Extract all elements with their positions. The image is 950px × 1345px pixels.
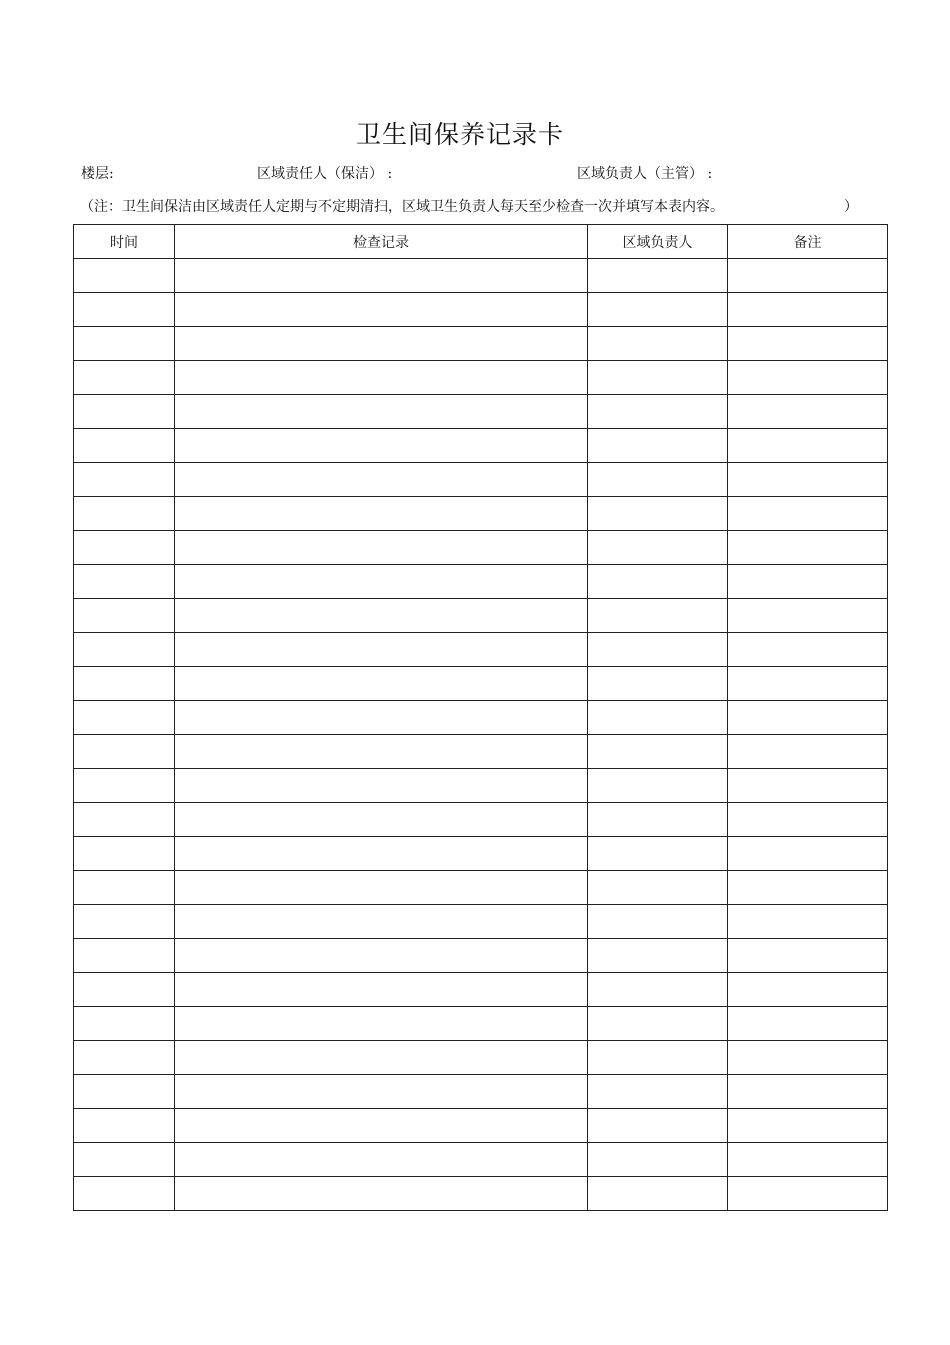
table-row (74, 905, 888, 939)
record-cell[interactable] (175, 871, 588, 905)
supervisor-cell[interactable] (588, 463, 728, 497)
table-row (74, 1143, 888, 1177)
time-cell[interactable] (74, 701, 175, 735)
record-cell[interactable] (175, 1007, 588, 1041)
time-cell[interactable] (74, 327, 175, 361)
time-cell[interactable] (74, 939, 175, 973)
supervisor-cell[interactable] (588, 565, 728, 599)
supervisor-cell[interactable] (588, 735, 728, 769)
record-cell[interactable] (175, 769, 588, 803)
record-cell[interactable] (175, 497, 588, 531)
time-cell[interactable] (74, 803, 175, 837)
table-row (74, 497, 888, 531)
remarks-cell[interactable] (728, 497, 888, 531)
remarks-cell[interactable] (728, 939, 888, 973)
table-row (74, 361, 888, 395)
table-row (74, 803, 888, 837)
time-cell[interactable] (74, 1041, 175, 1075)
record-cell[interactable] (175, 701, 588, 735)
supervisor-cell[interactable] (588, 633, 728, 667)
table-row (74, 939, 888, 973)
remarks-cell[interactable] (728, 1109, 888, 1143)
table-row (74, 293, 888, 327)
remarks-cell[interactable] (728, 1075, 888, 1109)
supervisor-cell[interactable] (588, 1177, 728, 1211)
remarks-cell[interactable] (728, 463, 888, 497)
record-cell[interactable] (175, 565, 588, 599)
supervisor-cell[interactable] (588, 395, 728, 429)
supervisor-cell[interactable] (588, 327, 728, 361)
time-cell[interactable] (74, 1007, 175, 1041)
table-row (74, 599, 888, 633)
supervisor-cell[interactable] (588, 701, 728, 735)
table-row (74, 327, 888, 361)
time-cell[interactable] (74, 463, 175, 497)
remarks-cell[interactable] (728, 1007, 888, 1041)
time-cell[interactable] (74, 395, 175, 429)
supervisor-cell[interactable] (588, 1143, 728, 1177)
table-row (74, 769, 888, 803)
record-cell[interactable] (175, 463, 588, 497)
supervisor-cell[interactable] (588, 939, 728, 973)
table-row (74, 701, 888, 735)
time-cell[interactable] (74, 905, 175, 939)
supervisor-cell[interactable] (588, 1109, 728, 1143)
table-row (74, 871, 888, 905)
remarks-cell[interactable] (728, 973, 888, 1007)
remarks-cell[interactable] (728, 327, 888, 361)
table-row (74, 429, 888, 463)
table-row (74, 259, 888, 293)
info-row (0, 162, 950, 186)
time-cell[interactable] (74, 1177, 175, 1211)
record-cell[interactable] (175, 599, 588, 633)
remarks-cell[interactable] (728, 1143, 888, 1177)
time-cell[interactable] (74, 769, 175, 803)
cleaner-label: 区域责任人（保洁） : (257, 166, 393, 182)
note (80, 195, 860, 219)
supervisor-cell[interactable] (588, 871, 728, 905)
record-cell[interactable] (175, 939, 588, 973)
header-time: 时间 (74, 225, 175, 259)
time-cell[interactable] (74, 531, 175, 565)
table-row (74, 1075, 888, 1109)
remarks-cell[interactable] (728, 905, 888, 939)
table-row (74, 395, 888, 429)
note-text: （注：卫生间保洁由区域责任人定期与不定期清扫，区域卫生负责人每天至少检查一次并填写本表内容。 (80, 199, 724, 215)
table-row (74, 1041, 888, 1075)
record-cell[interactable] (175, 1143, 588, 1177)
remarks-cell[interactable] (728, 667, 888, 701)
remarks-cell[interactable] (728, 735, 888, 769)
record-cell[interactable] (175, 1177, 588, 1211)
time-cell[interactable] (74, 429, 175, 463)
table-row (74, 565, 888, 599)
record-cell[interactable] (175, 633, 588, 667)
table-row (74, 973, 888, 1007)
supervisor-cell[interactable] (588, 293, 728, 327)
supervisor-cell[interactable] (588, 1007, 728, 1041)
time-cell[interactable] (74, 667, 175, 701)
record-cell[interactable] (175, 735, 588, 769)
header-supervisor: 区域负责人 (588, 225, 728, 259)
remarks-cell[interactable] (728, 701, 888, 735)
remarks-cell[interactable] (728, 293, 888, 327)
remarks-cell[interactable] (728, 361, 888, 395)
remarks-cell[interactable] (728, 803, 888, 837)
table-row (74, 531, 888, 565)
record-cell[interactable] (175, 361, 588, 395)
page-title: 卫生间保养记录卡 (355, 120, 564, 149)
time-cell[interactable] (74, 735, 175, 769)
table-row (74, 463, 888, 497)
supervisor-cell[interactable] (588, 1041, 728, 1075)
record-cell[interactable] (175, 259, 588, 293)
header-row (74, 225, 888, 259)
table-row (74, 1007, 888, 1041)
supervisor-cell[interactable] (588, 429, 728, 463)
remarks-cell[interactable] (728, 871, 888, 905)
table-row (74, 1177, 888, 1211)
remarks-cell[interactable] (728, 633, 888, 667)
header-remarks: 备注 (728, 225, 888, 259)
time-cell[interactable] (74, 259, 175, 293)
record-cell[interactable] (175, 667, 588, 701)
record-cell[interactable] (175, 1109, 588, 1143)
remarks-cell[interactable] (728, 259, 888, 293)
remarks-cell[interactable] (728, 531, 888, 565)
table-row (74, 735, 888, 769)
supervisor-cell[interactable] (588, 667, 728, 701)
supervisor-cell[interactable] (588, 497, 728, 531)
time-cell[interactable] (74, 599, 175, 633)
record-cell[interactable] (175, 1075, 588, 1109)
supervisor-cell[interactable] (588, 599, 728, 633)
supervisor-cell[interactable] (588, 837, 728, 871)
supervisor-cell[interactable] (588, 905, 728, 939)
supervisor-cell[interactable] (588, 361, 728, 395)
supervisor-cell[interactable] (588, 973, 728, 1007)
table-row (74, 633, 888, 667)
note-close: ） (844, 199, 858, 215)
remarks-cell[interactable] (728, 599, 888, 633)
record-cell[interactable] (175, 905, 588, 939)
record-cell[interactable] (175, 837, 588, 871)
remarks-cell[interactable] (728, 837, 888, 871)
time-cell[interactable] (74, 837, 175, 871)
time-cell[interactable] (74, 973, 175, 1007)
time-cell[interactable] (74, 1109, 175, 1143)
time-cell[interactable] (74, 565, 175, 599)
supervisor-label: 区域负责人（主管） : (577, 166, 713, 182)
supervisor-cell[interactable] (588, 259, 728, 293)
time-cell[interactable] (74, 293, 175, 327)
time-cell[interactable] (74, 361, 175, 395)
time-cell[interactable] (74, 871, 175, 905)
record-cell[interactable] (175, 293, 588, 327)
remarks-cell[interactable] (728, 395, 888, 429)
floor-label: 楼层: (81, 166, 114, 182)
remarks-cell[interactable] (728, 1177, 888, 1211)
supervisor-cell[interactable] (588, 769, 728, 803)
record-cell[interactable] (175, 1041, 588, 1075)
time-cell[interactable] (74, 1143, 175, 1177)
table-row (74, 1109, 888, 1143)
time-cell[interactable] (74, 497, 175, 531)
record-cell[interactable] (175, 973, 588, 1007)
record-cell[interactable] (175, 803, 588, 837)
record-table (73, 224, 888, 1211)
remarks-cell[interactable] (728, 565, 888, 599)
table-row (74, 837, 888, 871)
record-cell[interactable] (175, 395, 588, 429)
supervisor-cell[interactable] (588, 531, 728, 565)
remarks-cell[interactable] (728, 1041, 888, 1075)
record-cell[interactable] (175, 429, 588, 463)
record-cell[interactable] (175, 327, 588, 361)
record-cell[interactable] (175, 531, 588, 565)
time-cell[interactable] (74, 633, 175, 667)
table-body (74, 259, 888, 1211)
table-row (74, 667, 888, 701)
remarks-cell[interactable] (728, 429, 888, 463)
time-cell[interactable] (74, 1075, 175, 1109)
supervisor-cell[interactable] (588, 1075, 728, 1109)
remarks-cell[interactable] (728, 769, 888, 803)
supervisor-cell[interactable] (588, 803, 728, 837)
header-record: 检查记录 (175, 225, 588, 259)
